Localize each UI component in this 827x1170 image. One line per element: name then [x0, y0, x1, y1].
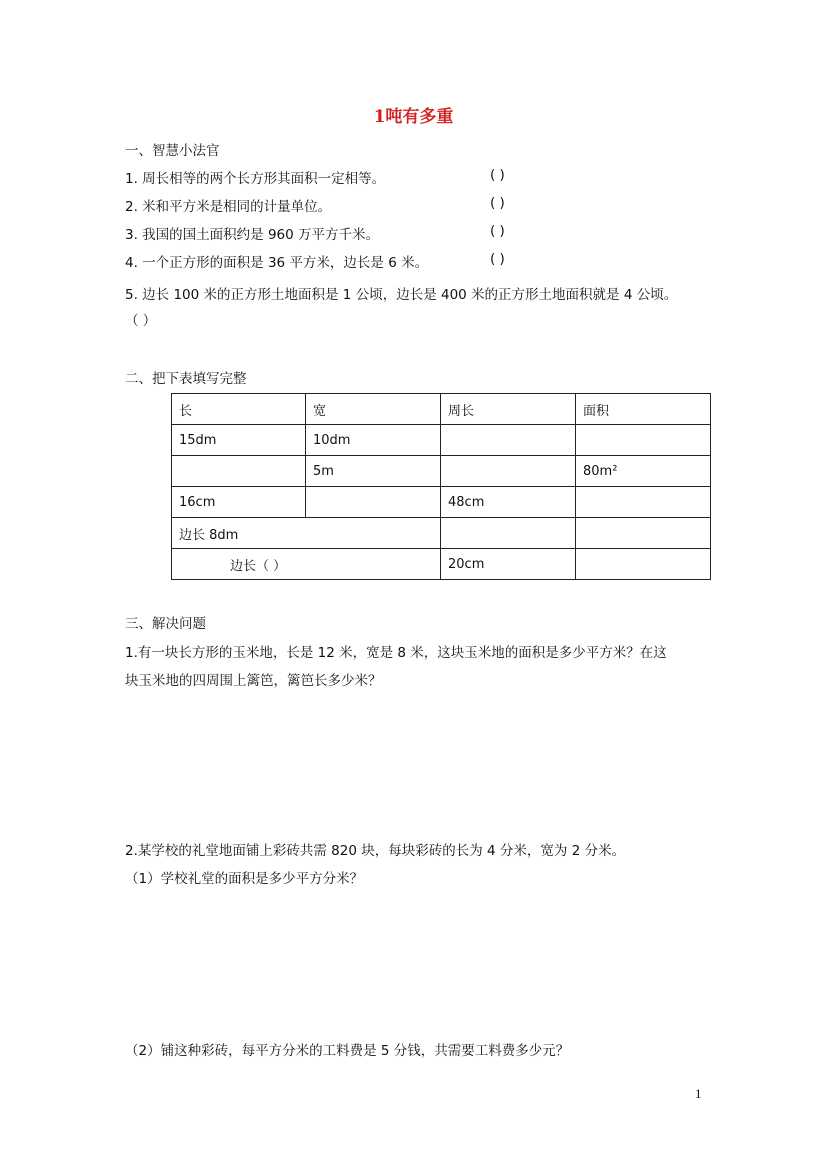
- table-cell-blank[interactable]: [441, 518, 576, 549]
- answer-blank-2[interactable]: ( ): [490, 195, 505, 211]
- table-row: [172, 549, 711, 580]
- problem-1-line-2: 块玉米地的四周围上篱笆，篱笆长多少米？: [125, 673, 382, 689]
- fill-in-table: [171, 393, 711, 580]
- header-length: 长: [172, 394, 306, 425]
- table-cell-blank[interactable]: [441, 425, 576, 456]
- table-cell-blank[interactable]: [576, 487, 711, 518]
- table-cell: 80m²: [576, 456, 711, 487]
- answer-blank-3[interactable]: ( ): [490, 223, 505, 239]
- answer-blank-5[interactable]: （ ）: [125, 313, 157, 329]
- table-cell-blank[interactable]: [441, 456, 576, 487]
- table-cell-blank[interactable]: [576, 518, 711, 549]
- table-row: [172, 487, 711, 518]
- question-5-text: 5. 边长 100 米的正方形土地面积是 1 公顷，边长是 400 米的正方形土地面积就是 4 公顷。: [125, 287, 678, 303]
- square-side-cell: 边长 8dm: [172, 518, 441, 549]
- page-number: 1: [695, 1086, 702, 1101]
- problem-2-part-1: （1）学校礼堂的面积是多少平方分米？: [125, 871, 364, 887]
- table-row: [172, 518, 711, 549]
- problem-1-line-1: 1.有一块长方形的玉米地，长是 12 米，宽是 8 米，这块玉米地的面积是多少平方米？在这: [125, 645, 667, 661]
- table-cell-blank[interactable]: [172, 456, 306, 487]
- table-cell: 5m: [306, 456, 441, 487]
- answer-blank-4[interactable]: ( ): [490, 251, 505, 267]
- table-cell: 16cm: [172, 487, 306, 518]
- section-1-heading: 一、智慧小法官: [125, 143, 220, 159]
- page-title: 1吨有多重: [373, 107, 454, 127]
- table-cell: 10dm: [306, 425, 441, 456]
- header-width: 宽: [306, 394, 441, 425]
- header-perimeter: 周长: [441, 394, 576, 425]
- section-2-heading: 二、把下表填写完整: [125, 371, 247, 387]
- table-cell: 48cm: [441, 487, 576, 518]
- table-row: [172, 456, 711, 487]
- table-cell-blank[interactable]: [306, 487, 441, 518]
- question-1-text: 1. 周长相等的两个长方形其面积一定相等。: [125, 171, 386, 187]
- problem-2-part-2: （2）铺这种彩砖，每平方分米的工料费是 5 分钱，共需要工料费多少元？: [125, 1043, 570, 1059]
- table-cell: 15dm: [172, 425, 306, 456]
- question-3-text: 3. 我国的国土面积约是 960 万平方千米。: [125, 227, 380, 243]
- section-3-heading: 三、解决问题: [125, 616, 206, 632]
- header-area: 面积: [576, 394, 711, 425]
- square-side-blank-cell[interactable]: 边长（ ）: [172, 549, 441, 580]
- question-2-text: 2. 米和平方米是相同的计量单位。: [125, 199, 332, 215]
- table-header-row: [172, 394, 711, 425]
- table-cell: 20cm: [441, 549, 576, 580]
- question-4-text: 4. 一个正方形的面积是 36 平方米，边长是 6 米。: [125, 255, 429, 271]
- problem-2-text: 2.某学校的礼堂地面铺上彩砖共需 820 块，每块彩砖的长为 4 分米，宽为 2 分米。: [125, 843, 626, 859]
- answer-blank-1[interactable]: ( ): [490, 167, 505, 183]
- table-cell-blank[interactable]: [576, 549, 711, 580]
- table-cell-blank[interactable]: [576, 425, 711, 456]
- table-row: [172, 425, 711, 456]
